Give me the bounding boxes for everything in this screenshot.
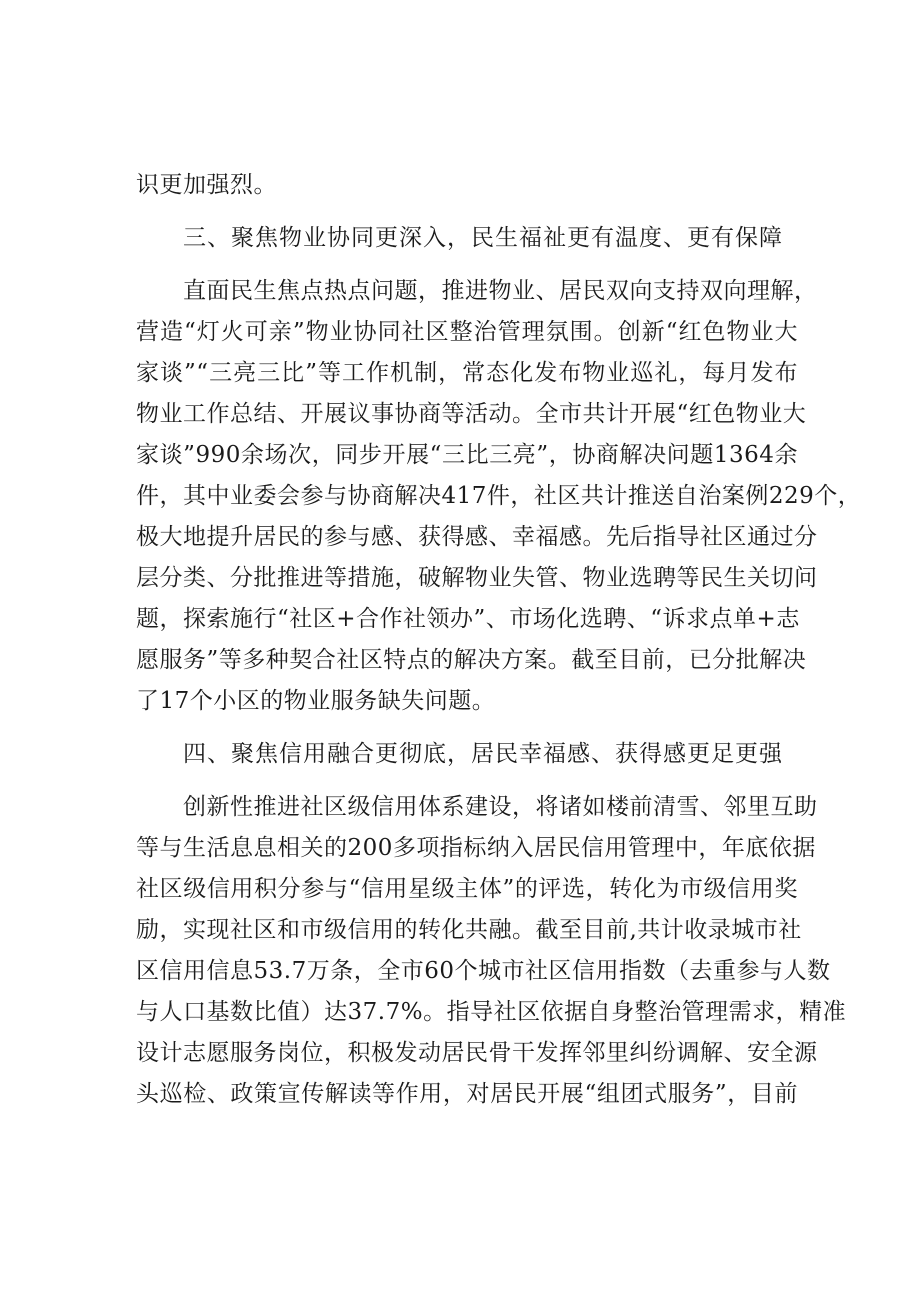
section3-line-1: 直面民生焦点热点问题，推进物业、居民双向支持双向理解， [183,278,818,304]
section3-line-11: 了17个小区的物业服务缺失问题。 [136,688,496,714]
section4-line-1: 创新性推进社区级信用体系建设，将诸如楼前清雪、邻里互助 [183,794,818,820]
section4-line-8: 头巡检、政策宣传解读等作用，对居民开展“组团式服务”，目前 [136,1081,798,1107]
section4-line-4: 励，实现社区和市级信用的转化共融。截至目前,共计收录城市社 [136,917,802,943]
section4-line-3: 社区级信用积分参与“信用星级主体”的评选，转化为市级信用奖 [136,876,798,902]
section3-line-8: 层分类、分批推进等措施，破解物业失管、物业选聘等民生关切问 [136,565,818,591]
section-heading-3: 三、聚焦物业协同更深入，民生福祉更有温度、更有保障 [183,225,783,251]
section4-line-7: 设计志愿服务岗位，积极发动居民骨干发挥邻里纠纷调解、安全源 [136,1040,818,1066]
section4-line-5: 区信用信息53.7万条，全市60个城市社区信用指数（去重参与人数 [136,958,831,984]
section4-line-2: 等与生活息息相关的200多项指标纳入居民信用管理中，年底依据 [136,835,816,861]
paragraph-continuation: 识更加强烈。 [136,172,277,198]
section3-line-5: 家谈”990余场次，同步开展“三比三亮”，协商解决问题1364余 [136,442,798,468]
section3-line-4: 物业工作总结、开展议事协商等活动。全市共计开展“红色物业大 [136,401,807,427]
section3-line-7: 极大地提升居民的参与感、获得感、幸福感。先后指导社区通过分 [136,524,818,550]
section3-line-6: 件，其中业委会参与协商解决417件，社区共计推送自治案例229个， [136,483,862,509]
section3-line-2: 营造“灯火可亲”物业协同社区整治管理氛围。创新“红色物业大 [136,319,798,345]
section3-line-10: 愿服务”等多种契合社区特点的解决方案。截至目前，已分批解决 [136,647,807,673]
section-heading-4: 四、聚焦信用融合更彻底，居民幸福感、获得感更足更强 [183,741,783,767]
section4-line-6: 与人口基数比值）达37.7%。指导社区依据自身整治管理需求，精准 [136,999,847,1025]
section3-line-3: 家谈”“三亮三比”等工作机制，常态化发布物业巡礼，每月发布 [136,360,798,386]
section3-line-9: 题，探索施行“社区+合作社领办”、市场化选聘、“诉求点单+志 [136,606,800,632]
